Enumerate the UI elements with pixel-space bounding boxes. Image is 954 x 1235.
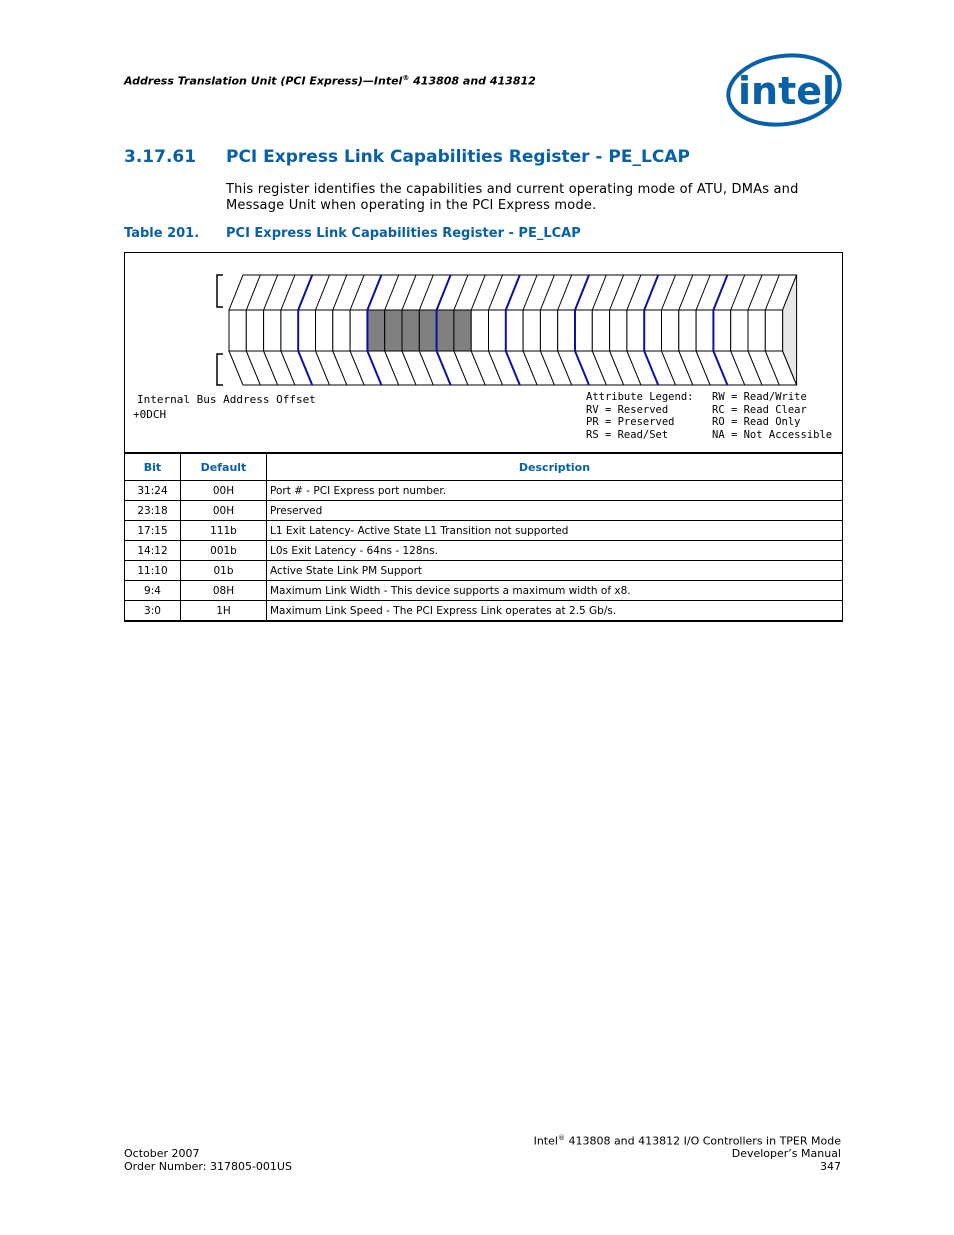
top-bracket <box>217 275 223 307</box>
address-offset-value: +0DCH <box>133 408 167 421</box>
bit-cell <box>229 310 246 351</box>
legend-item: RC = Read Clear <box>712 403 807 416</box>
footer-product <box>534 1134 841 1148</box>
default-cell: 01b <box>181 561 267 581</box>
bit-cell <box>679 310 696 351</box>
section-title: PCI Express Link Capabilities Register - PE_LCAP <box>226 147 690 167</box>
table-row <box>125 561 843 581</box>
footer-order-number: Order Number: 317805-001US <box>124 1160 292 1173</box>
legend-item: RW = Read/Write <box>712 391 807 403</box>
header-title-prefix: Address Translation Unit (PCI Express)—Intel <box>124 74 403 88</box>
bit-cell <box>437 310 454 351</box>
footer-product-suffix: 413808 and 413812 I/O Controllers in TPER Mode <box>564 1134 841 1148</box>
attribute-legend-right <box>712 391 832 441</box>
bit-cell: 3:0 <box>125 601 181 621</box>
bit-cell <box>713 310 730 351</box>
default-cell: 08H <box>181 581 267 601</box>
bit-cell: 11:10 <box>125 561 181 581</box>
default-cell: 001b <box>181 541 267 561</box>
bit-cell: 9:4 <box>125 581 181 601</box>
description-cell: L1 Exit Latency- Active State L1 Transition not supported <box>267 521 843 541</box>
header-registered-mark: ® <box>402 74 410 82</box>
bit-cell <box>644 310 661 351</box>
bit-cell <box>246 310 263 351</box>
section-number: 3.17.61 <box>124 147 197 167</box>
bit-cell <box>748 310 765 351</box>
bit-cell <box>281 310 298 351</box>
bit-cell <box>419 310 436 351</box>
bit-cell <box>316 310 333 351</box>
bottom-bracket <box>217 354 223 385</box>
footer-manual: Developer’s Manual <box>731 1147 841 1160</box>
table-row <box>125 581 843 601</box>
bit-cell <box>662 310 679 351</box>
intel-logo <box>724 50 844 132</box>
table-title: PCI Express Link Capabilities Register - PE_LCAP <box>226 226 581 241</box>
header-bit: Bit <box>125 454 181 481</box>
bit-cell <box>627 310 644 351</box>
bit-cell <box>523 310 540 351</box>
default-cell: 00H <box>181 481 267 501</box>
bit-cell <box>454 310 471 351</box>
bit-cell: 31:24 <box>125 481 181 501</box>
header-title-suffix: 413808 and 413812 <box>409 74 536 88</box>
bit-cell <box>592 310 609 351</box>
table-row <box>125 481 843 501</box>
legend-item: RS = Read/Set <box>586 428 669 441</box>
legend-item: PR = Preserved <box>586 416 675 428</box>
description-cell: Port # - PCI Express port number. <box>267 481 843 501</box>
table-number: Table 201. <box>124 226 200 241</box>
bit-cell <box>575 310 592 351</box>
default-cell: 111b <box>181 521 267 541</box>
default-cell: 00H <box>181 501 267 521</box>
table-row <box>125 521 843 541</box>
description-cell: Maximum Link Width - This device supports a maximum width of x8. <box>267 581 843 601</box>
bit-cell: 14:12 <box>125 541 181 561</box>
bit-cell <box>264 310 281 351</box>
bit-cell <box>298 310 315 351</box>
bit-cell <box>558 310 575 351</box>
bit-definition-table <box>124 453 843 621</box>
footer-registered-mark: ® <box>557 1134 565 1142</box>
bit-cell <box>765 310 782 351</box>
header-default: Default <box>181 454 267 481</box>
bit-cell <box>489 310 506 351</box>
legend-heading: Attribute Legend: <box>586 391 694 403</box>
bit-cell <box>471 310 488 351</box>
bit-cell <box>731 310 748 351</box>
header-description: Description <box>267 454 843 481</box>
section-intro: This register identifies the capabilities and current operating mode of ATU, DMAs and Message Unit when operating in the PCI Express mode. <box>226 182 799 213</box>
bit-cell <box>506 310 523 351</box>
table-row <box>125 541 843 561</box>
bit-cell: 23:18 <box>125 501 181 521</box>
description-cell: Preserved <box>267 501 843 521</box>
description-cell: L0s Exit Latency - 64ns - 128ns. <box>267 541 843 561</box>
bit-cell <box>385 310 402 351</box>
footer-product-prefix: Intel <box>533 1134 558 1148</box>
logo-wordmark: intel <box>738 69 836 113</box>
address-offset-label: Internal Bus Address Offset <box>137 393 316 406</box>
bit-cell <box>696 310 713 351</box>
bit-cell <box>402 310 419 351</box>
bit-cell <box>540 310 557 351</box>
legend-item: NA = Not Accessible <box>712 428 833 441</box>
bit-cell <box>610 310 627 351</box>
bit-cell <box>350 310 367 351</box>
table-row <box>125 601 843 621</box>
bit-cell <box>367 310 384 351</box>
description-cell: Active State Link PM Support <box>267 561 843 581</box>
bit-cell: 17:15 <box>125 521 181 541</box>
table-header-row <box>125 454 843 481</box>
legend-item: RO = Read Only <box>712 416 801 428</box>
default-cell: 1H <box>181 601 267 621</box>
table-row <box>125 501 843 521</box>
footer-date: October 2007 <box>124 1147 200 1160</box>
running-header <box>124 74 536 88</box>
legend-item: RV = Reserved <box>586 403 669 416</box>
attribute-legend-left <box>586 391 693 441</box>
description-cell: Maximum Link Speed - The PCI Express Link operates at 2.5 Gb/s. <box>267 601 843 621</box>
footer-page-number: 347 <box>820 1160 841 1173</box>
bit-cell <box>333 310 350 351</box>
